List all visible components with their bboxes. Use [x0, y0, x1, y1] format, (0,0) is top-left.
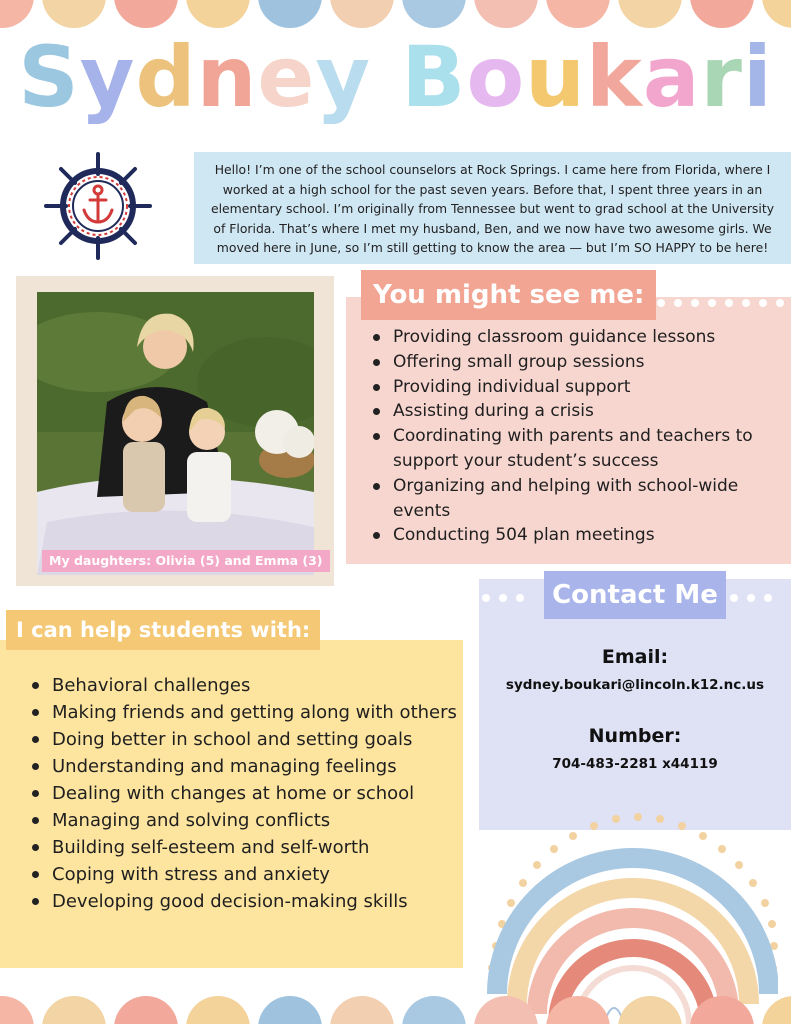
list-item: Developing good decision-making skills [30, 888, 460, 915]
decorative-dot [747, 594, 755, 602]
scallop [402, 0, 466, 28]
decorative-dot [335, 628, 343, 636]
scallop [186, 996, 250, 1024]
title-letter: r [700, 28, 743, 126]
list-item: Coordinating with parents and teachers to support your student’s success [371, 424, 781, 474]
scallop [330, 0, 394, 28]
list-item: Conducting 504 plan meetings [371, 523, 781, 548]
list-item: Organizing and helping with school-wide events [371, 474, 781, 524]
family-photo [37, 292, 314, 575]
help-list [30, 672, 460, 915]
see-me-list [371, 325, 781, 548]
decorative-dot [437, 628, 445, 636]
photo-caption: My daughters: Olivia (5) and Emma (3) [42, 550, 330, 572]
title-letter [371, 28, 401, 126]
boho-rainbow-icon [478, 798, 778, 1024]
scallop [762, 0, 791, 28]
title-letter: y [79, 28, 136, 126]
title-letter: d [135, 28, 197, 126]
decorative-dot [352, 628, 360, 636]
decorative-dot [403, 628, 411, 636]
title-letter: B [401, 28, 467, 126]
decorative-dot [516, 594, 524, 602]
list-item: Assisting during a crisis [371, 399, 781, 424]
decorative-dot [764, 594, 772, 602]
decorative-dot [369, 628, 377, 636]
decorative-dot [725, 299, 733, 307]
see-me-heading: You might see me: [361, 270, 656, 320]
scallop [42, 0, 106, 28]
ship-wheel-anchor-icon [42, 150, 154, 262]
list-item: Doing better in school and setting goals [30, 726, 460, 753]
decorative-dot [657, 299, 665, 307]
title-letter: k [585, 28, 643, 126]
decorative-dot [759, 299, 767, 307]
list-item: Providing individual support [371, 375, 781, 400]
scallop [546, 996, 610, 1024]
title-letter: n [196, 28, 258, 126]
decorative-dot [776, 299, 784, 307]
decorative-dot [691, 299, 699, 307]
contact-dots-right [730, 594, 790, 604]
title-letter: a [642, 28, 701, 126]
bottom-scallop-border [0, 992, 791, 1024]
title-letter: i [742, 28, 773, 126]
email-label: Email: [601, 646, 669, 668]
number-label: Number: [588, 725, 682, 747]
list-item: Coping with stress and anxiety [30, 861, 460, 888]
title-letter: o [466, 28, 526, 126]
scallop [618, 0, 682, 28]
scallop [186, 0, 250, 28]
decorative-dot [742, 299, 750, 307]
decorative-dot [499, 594, 507, 602]
scallop [114, 0, 178, 28]
list-item: Making friends and getting along with others [30, 699, 460, 726]
scallop [402, 996, 466, 1024]
scallop [330, 996, 394, 1024]
help-heading: I can help students with: [6, 610, 320, 650]
see-me-dots [640, 299, 790, 309]
title-letter: e [257, 28, 316, 126]
list-item: Understanding and managing feelings [30, 753, 460, 780]
decorative-dot [482, 594, 490, 602]
decorative-dot [386, 628, 394, 636]
scallop [42, 996, 106, 1024]
help-dots [318, 628, 458, 638]
title-letter: y [315, 28, 372, 126]
scallop [690, 996, 754, 1024]
scallop [762, 996, 791, 1024]
scallop [618, 996, 682, 1024]
scallop [0, 0, 34, 28]
list-item: Behavioral challenges [30, 672, 460, 699]
decorative-dot [674, 299, 682, 307]
scallop [474, 996, 538, 1024]
scallop [114, 996, 178, 1024]
intro-paragraph: Hello! I’m one of the school counselors at Rock Springs. I came here from Florida, where I worked at a high school for the past seven years. Before that, I spent three years in an elementary school. I’m originally from Tennessee but went to grad school at the University of Florida. That’s where I met my husband, Ben, and we now have two awesome girls. We moved here in June, so I’m still getting to know the area — but I’m SO HAPPY to be here! [194, 152, 791, 264]
contact-heading: Contact Me [544, 571, 726, 619]
scallop [546, 0, 610, 28]
scallop [0, 996, 34, 1024]
scallop [474, 0, 538, 28]
scallop [258, 996, 322, 1024]
scallop [258, 0, 322, 28]
list-item: Offering small group sessions [371, 350, 781, 375]
decorative-dot [420, 628, 428, 636]
decorative-dot [730, 594, 738, 602]
title-letter: S [18, 28, 80, 126]
page-title [0, 28, 791, 126]
email-address[interactable]: sydney.boukari@lincoln.k12.nc.us [505, 677, 765, 693]
title-letter: u [525, 28, 586, 126]
list-item: Dealing with changes at home or school [30, 780, 460, 807]
list-item: Providing classroom guidance lessons [371, 325, 781, 350]
phone-number[interactable]: 704-483-2281 x44119 [552, 756, 718, 772]
list-item: Building self-esteem and self-worth [30, 834, 460, 861]
decorative-dot [708, 299, 716, 307]
contact-dots-left [482, 594, 542, 604]
scallop [690, 0, 754, 28]
list-item: Managing and solving conflicts [30, 807, 460, 834]
